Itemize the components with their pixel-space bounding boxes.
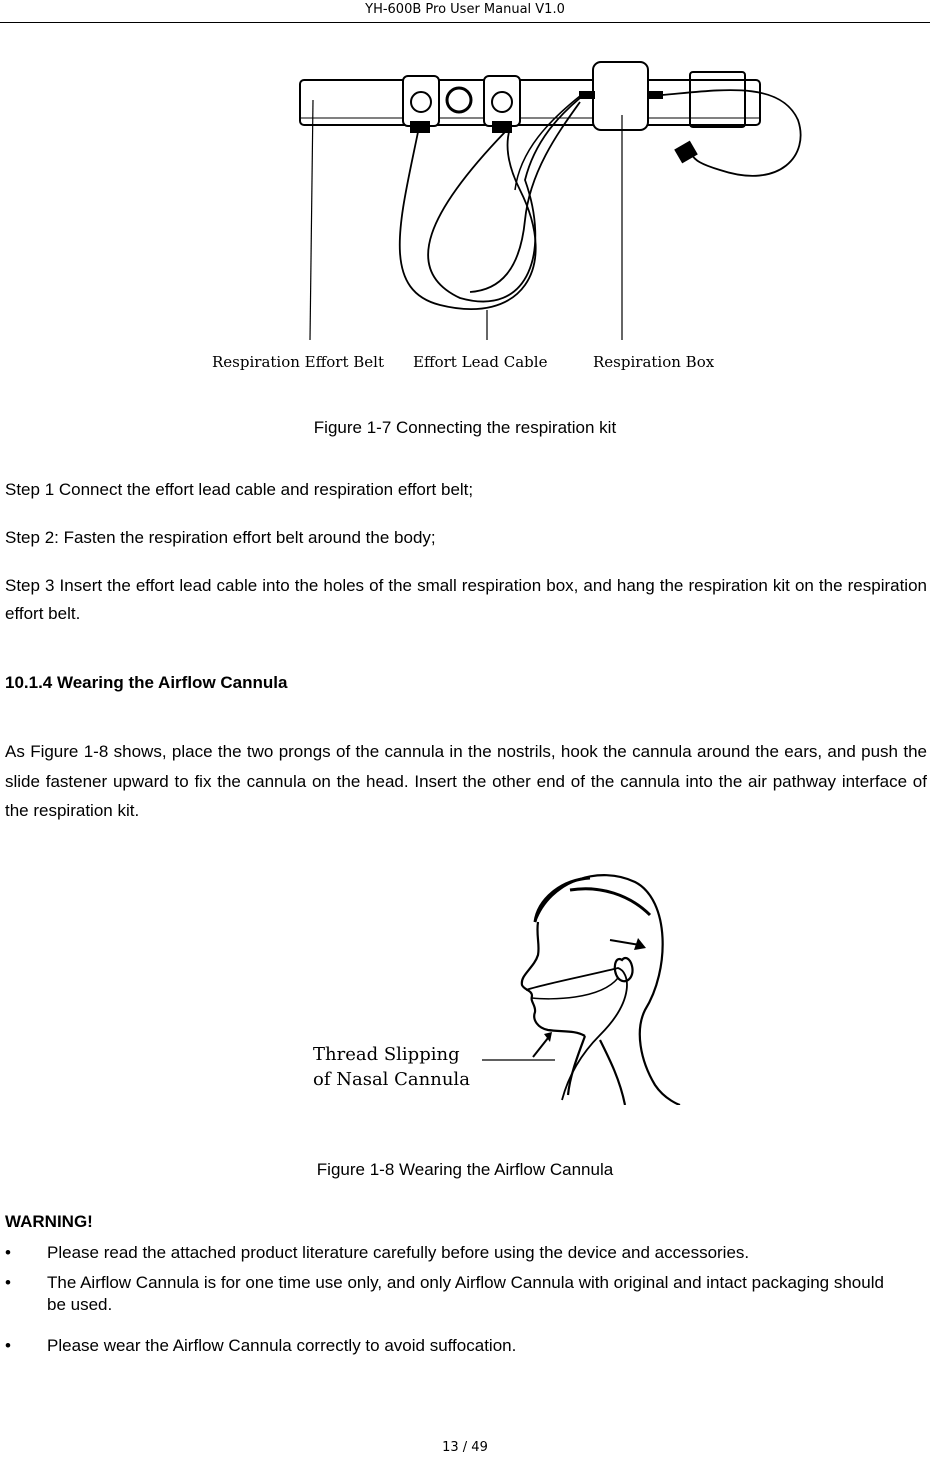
- cannula-wearing-figure: [300, 860, 700, 1105]
- right-buckle: [484, 76, 520, 126]
- bullet-icon: •: [5, 1273, 11, 1292]
- label-respiration-effort-belt: Respiration Effort Belt: [212, 353, 384, 371]
- page-number: 13 / 49: [442, 1440, 488, 1455]
- label-respiration-box: Respiration Box: [593, 353, 715, 371]
- head-outline: [535, 875, 680, 1105]
- face-profile: [522, 922, 585, 1036]
- manual-title: YH-600B Pro User Manual V1.0: [365, 2, 565, 17]
- label-effort-lead-cable: Effort Lead Cable: [413, 353, 548, 371]
- warning-item: [5, 1272, 905, 1316]
- warning-item: [5, 1242, 905, 1264]
- bullet-icon: •: [5, 1243, 11, 1262]
- label-thread-slipping: Thread Slipping: [313, 1044, 460, 1065]
- label-of-nasal-cannula: of Nasal Cannula: [313, 1069, 470, 1090]
- figure-1-8-caption: Figure 1-8 Wearing the Airflow Cannula: [316, 1160, 614, 1179]
- respiration-kit-figure: [200, 40, 810, 380]
- respiration-box: [593, 62, 648, 130]
- warning-item-text: Please read the attached product literature carefully before using the device and accessories.: [47, 1243, 750, 1262]
- step-2: Step 2: Fasten the respiration effort belt around the body;: [5, 528, 436, 547]
- warning-title: WARNING!: [5, 1212, 93, 1231]
- warning-item-text: Please wear the Airflow Cannula correctly to avoid suffocation.: [47, 1336, 517, 1355]
- warning-item: [5, 1335, 905, 1357]
- warning-item-text: The Airflow Cannula is for one time use only, and only Airflow Cannula with original and intact packaging should be used.: [47, 1273, 884, 1314]
- effort-lead-cable: [400, 128, 536, 309]
- left-buckle: [403, 76, 439, 126]
- bullet-icon: •: [5, 1336, 11, 1355]
- page-header: [0, 0, 930, 23]
- section-heading: 10.1.4 Wearing the Airflow Cannula: [5, 673, 288, 692]
- figure-1-7-caption: Figure 1-7 Connecting the respiration kit: [313, 418, 617, 437]
- step-1: Step 1 Connect the effort lead cable and respiration effort belt;: [5, 480, 474, 499]
- section-body: As Figure 1-8 shows, place the two prongs of the cannula in the nostrils, hook the cannula around the ears, and push the slide fastener upward to fix the cannula on the head. Insert the other end of the cannula into the air pathway interface of the respiration kit.: [5, 742, 927, 820]
- step-3: Step 3 Insert the effort lead cable into the holes of the small respiration box, and hang the respiration kit on the respiration effort belt.: [5, 576, 927, 623]
